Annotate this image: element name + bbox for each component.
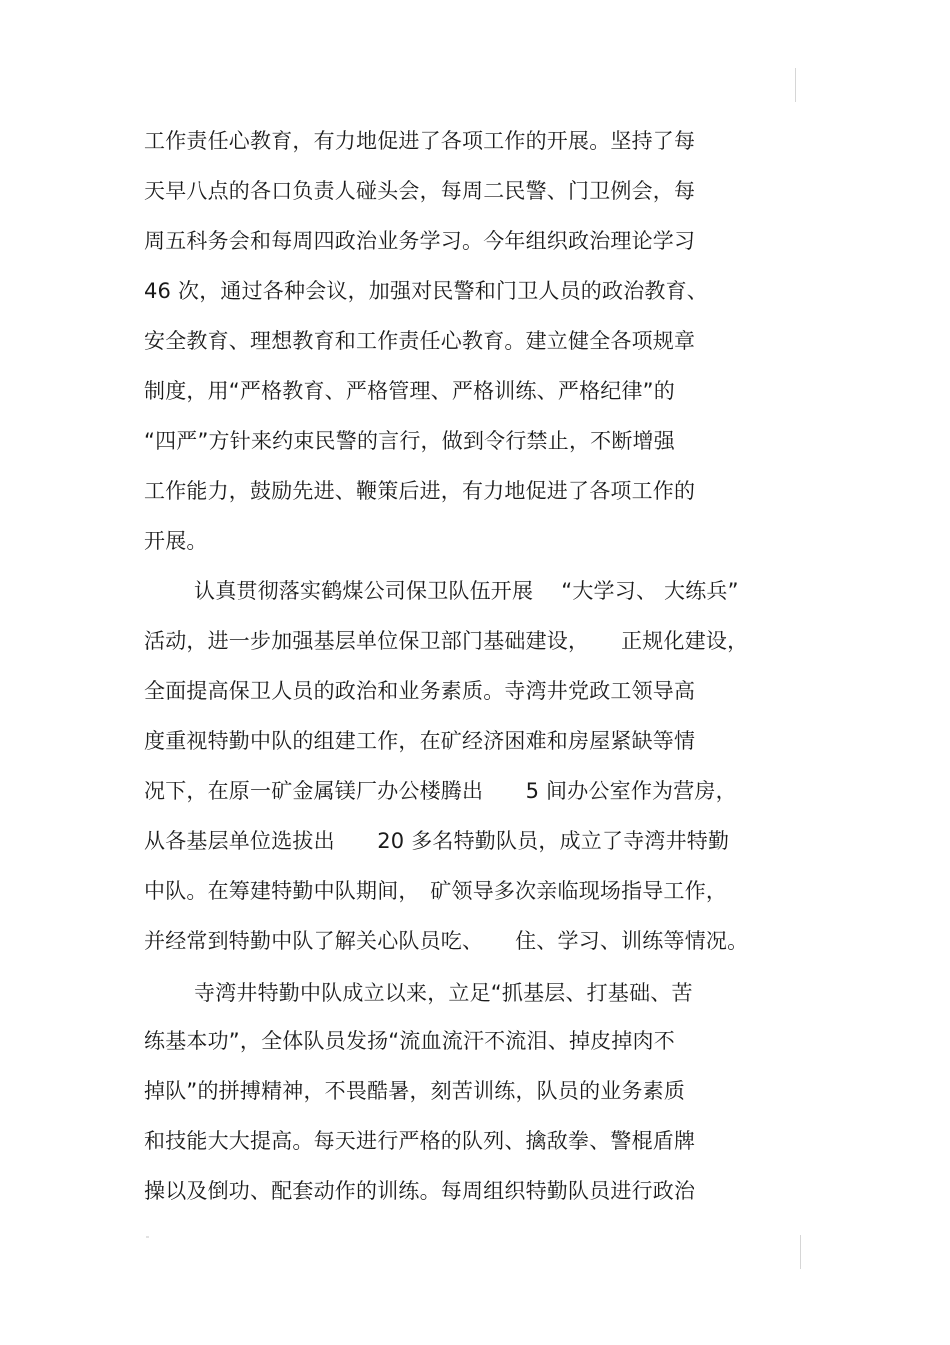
text-line-11: 活动，进一步加强基层单位保卫部门基础建设， 正规化建设， bbox=[144, 629, 749, 653]
text-line-16: 中队。在筹建特勤中队期间， 矿领导多次亲临现场指导工作， bbox=[144, 879, 728, 903]
text-line-13: 度重视特勤中队的组建工作，在矿经济困难和房屋紧缺等情 bbox=[144, 729, 696, 753]
text-line-22: 操以及倒功、配套动作的训练。每周组织特勤队员进行政治 bbox=[144, 1179, 696, 1203]
text-line-12: 全面提高保卫人员的政治和业务素质。寺湾井党政工领导高 bbox=[144, 679, 696, 703]
text-line-17: 并经常到特勤中队了解关心队员吃、 住、学习、训练等情况。 bbox=[144, 929, 749, 953]
text-line-21: 和技能大大提高。每天进行严格的队列、擒敌拳、警棍盾牌 bbox=[144, 1129, 696, 1153]
text-line-7: “四严”方针来约束民警的言行，做到令行禁止，不断增强 bbox=[144, 429, 675, 453]
text-line-10: 认真贯彻落实鹤煤公司保卫队伍开展 “大学习、 大练兵” bbox=[194, 579, 739, 603]
text-line-1: 工作责任心教育，有力地促进了各项工作的开展。坚持了每 bbox=[144, 129, 696, 153]
text-line-6: 制度，用“严格教育、严格管理、严格训练、严格纪律”的 bbox=[144, 379, 675, 403]
text-line-3: 周五科务会和每周四政治业务学习。今年组织政治理论学习 bbox=[144, 229, 696, 253]
text-line-4: 46 次，通过各种会议，加强对民警和门卫人员的政治教育、 bbox=[144, 279, 708, 303]
text-line-5: 安全教育、理想教育和工作责任心教育。建立健全各项规章 bbox=[144, 329, 696, 353]
text-line-18: 寺湾井特勤中队成立以来，立足“抓基层、打基础、苦 bbox=[194, 981, 693, 1005]
text-line-20: 掉队”的拼搏精神，不畏酷暑，刻苦训练，队员的业务素质 bbox=[144, 1079, 686, 1103]
page-edge-mark-top bbox=[795, 68, 796, 102]
text-line-15: 从各基层单位选拔出 20 多名特勤队员，成立了寺湾井特勤 bbox=[144, 829, 730, 853]
text-line-19: 练基本功”，全体队员发扬“流血流汗不流泪、掉皮掉肉不 bbox=[144, 1029, 675, 1053]
text-line-8: 工作能力，鼓励先进、鞭策后进，有力地促进了各项工作的 bbox=[144, 479, 696, 503]
text-line-14: 况下，在原一矿金属镁厂办公楼腾出 5 间办公室作为营房， bbox=[144, 779, 737, 803]
text-line-9: 开展。 bbox=[144, 529, 208, 553]
text-line-2: 天早八点的各口负责人碰头会，每周二民警、门卫例会，每 bbox=[144, 179, 696, 203]
page-speck bbox=[146, 1236, 149, 1238]
page-edge-mark-bottom bbox=[800, 1235, 801, 1269]
